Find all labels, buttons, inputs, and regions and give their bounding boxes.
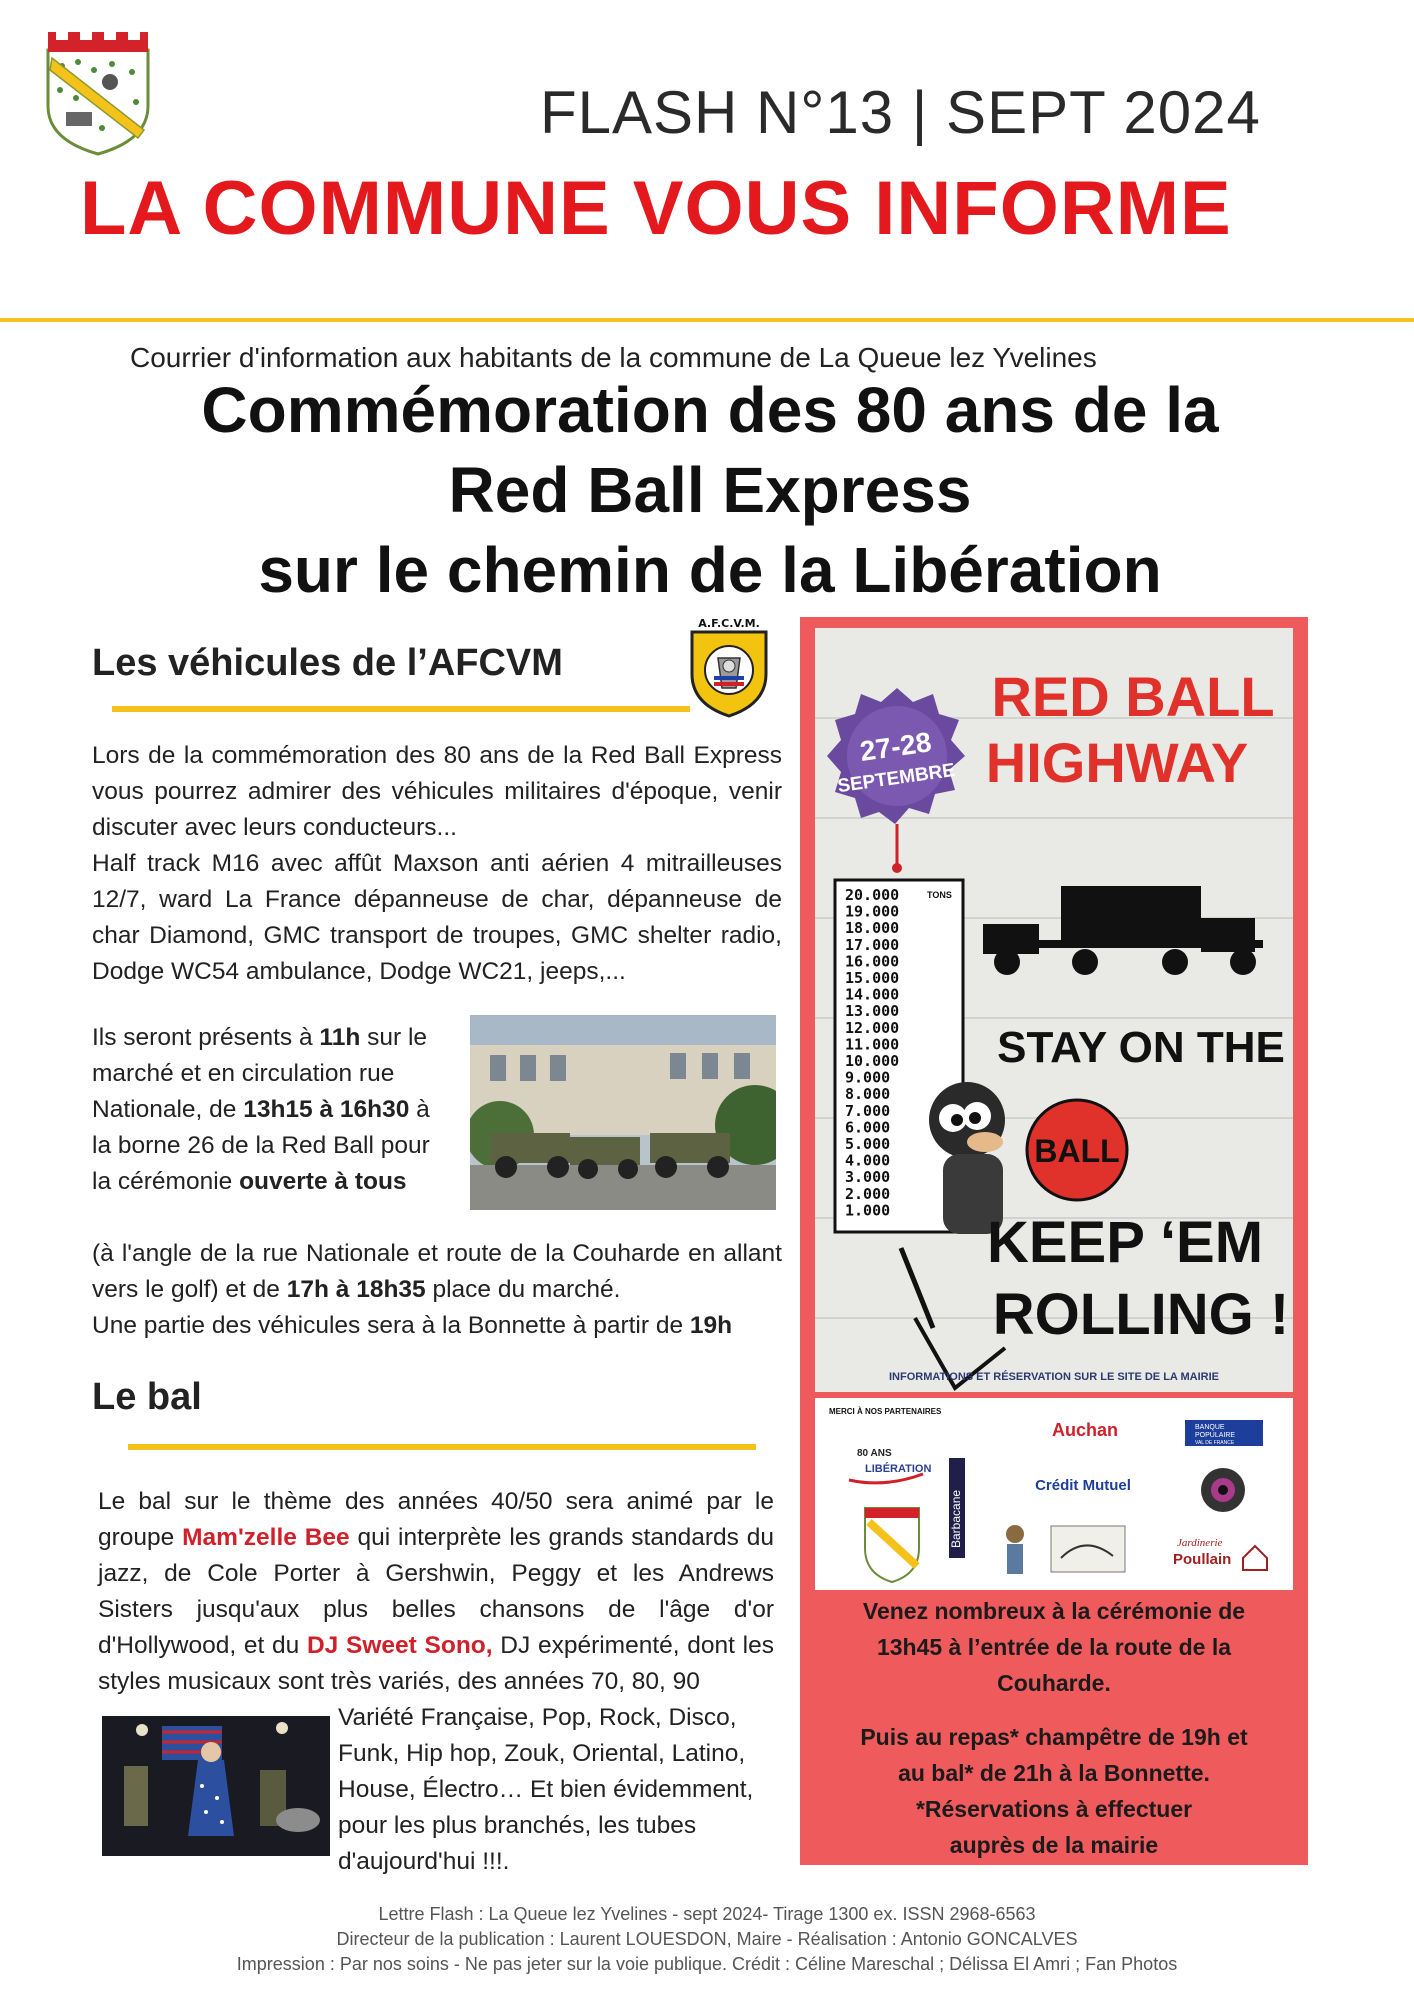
vehicles-photo bbox=[470, 1015, 776, 1210]
footer-line-3: Impression : Par nos soins - Ne pas jeter sur la voie publique. Crédit : Céline Mareschal ; Délissa El Amri ; Fan Photos bbox=[236, 1954, 1178, 1974]
poster-details bbox=[810, 1593, 1298, 1863]
poster-info: INFORMATIONS ET RÉSERVATION SUR LE SITE DE LA MAIRIE bbox=[888, 1371, 1220, 1383]
partners-logos bbox=[815, 1398, 1293, 1590]
text-span: place du marché. bbox=[425, 1276, 621, 1303]
dj-name: DJ Sweet Sono, bbox=[306, 1632, 493, 1659]
footer-line-1: Lettre Flash : La Queue lez Yvelines - sept 2024- Tirage 1300 ex. ISSN 2968-6563 bbox=[378, 1904, 1036, 1924]
tonnage-value: 4.000 bbox=[845, 1151, 891, 1170]
vehicules-schedule-wrap bbox=[92, 1020, 452, 1200]
svg-text:Barbacane: Barbacane bbox=[949, 1489, 963, 1548]
partners-heading: MERCI À NOS PARTENAIRES bbox=[829, 1407, 942, 1416]
time-11h: 11h bbox=[319, 1024, 361, 1051]
coat-of-arms-logo bbox=[42, 28, 154, 156]
bal-paragraph-2: Variété Française, Pop, Rock, Disco, Funk, Hip hop, Zouk, Oriental, Latino, House, Électro… Et bien évidemment, pour les plus branchés, les tubes d'aujourd'hui !!!. bbox=[338, 1704, 754, 1875]
tonnage-value: 15.000 bbox=[845, 969, 900, 987]
reservation-text: *Réservations à effectuer auprès de la mairie bbox=[915, 1796, 1193, 1858]
vehicules-evening bbox=[92, 1308, 792, 1344]
svg-text:Jardinerie: Jardinerie bbox=[1177, 1537, 1223, 1549]
svg-text:A.F.C.V.M.: A.F.C.V.M. bbox=[698, 617, 760, 630]
svg-text:BANQUE: BANQUE bbox=[1195, 1424, 1225, 1431]
poster-stay: STAY ON THE bbox=[997, 1023, 1285, 1072]
afcvm-badge-logo bbox=[688, 614, 770, 718]
cowboy-logo bbox=[1006, 1525, 1024, 1574]
credit-mutuel-logo: Crédit Mutuel bbox=[1035, 1477, 1131, 1494]
band-photo bbox=[102, 1716, 330, 1856]
ceremony-text: Venez nombreux à la cérémonie de 13h45 à l’entrée de la route de la Couharde. bbox=[862, 1598, 1246, 1696]
poster-title-2: HIGHWAY bbox=[985, 731, 1249, 794]
time-19h: 19h bbox=[689, 1312, 733, 1339]
tonnage-value: 14.000 bbox=[845, 985, 900, 1004]
newsletter-subtitle: Courrier d'information aux habitants de la commune de La Queue lez Yvelines bbox=[130, 342, 1097, 373]
vehicules-paragraph-2: Half track M16 avec affût Maxson anti aérien 4 mitrailleuses 12/7, ward La France dépanneuse de char, dépanneuse de char Diamond, GMC transport de troupes, GMC shelter radio, Dodge WC54 ambulance, Dodge WC21, jeeps,... bbox=[92, 850, 782, 985]
vehicules-schedule-rest bbox=[92, 1236, 782, 1308]
headline-line-3: sur le chemin de la Libération bbox=[258, 534, 1162, 606]
section-heading-vehicules: Les véhicules de l’AFCVM bbox=[92, 642, 563, 684]
text-span: qui interprète les grands standards du jazz, de Cole Porter à Gershwin, Peggy et les Andrews Sisters jusqu'aux plus belles chansons de l'âge d'or d'Hollywood, et du bbox=[98, 1524, 774, 1659]
tons-unit: TONS bbox=[927, 890, 952, 900]
commune-crest-logo bbox=[865, 1508, 919, 1582]
footer-line-2: Directeur de la publication : Laurent LOUESDON, Maire - Réalisation : Antonio GONCALVES bbox=[336, 1929, 1078, 1949]
text-span: Le bal sur le thème des années 40/50 sera animé par le groupe bbox=[98, 1488, 774, 1551]
svg-text:VAL DE FRANCE: VAL DE FRANCE bbox=[1195, 1440, 1235, 1446]
svg-text:POPULAIRE: POPULAIRE bbox=[1195, 1432, 1236, 1439]
tonnage-value: 1.000 bbox=[845, 1201, 891, 1220]
text-span: sur le marché et en circulation rue Nationale, de bbox=[92, 1024, 428, 1123]
section-heading-bal: Le bal bbox=[92, 1376, 202, 1418]
band-name: Mam'zelle Bee bbox=[182, 1524, 350, 1551]
time-17h: 17h à 18h35 bbox=[286, 1276, 426, 1303]
footer-credits bbox=[0, 1902, 1414, 1977]
badge-dates: 27-28 bbox=[858, 726, 934, 767]
tonnage-value: 18.000 bbox=[845, 919, 900, 938]
poster-title-1: RED BALL bbox=[991, 665, 1275, 728]
text-span: DJ expérimenté, dont les styles musicaux sont très variés, des années 70, 80, 90 bbox=[98, 1632, 774, 1695]
banque-populaire-logo bbox=[1185, 1420, 1263, 1446]
text-span: (à l'angle de la rue Nationale et route de la Couharde en allant vers le golf) et de bbox=[92, 1240, 782, 1303]
newsletter-title: LA COMMUNE VOUS INFORME bbox=[80, 166, 1232, 251]
tonnage-value: 20.000 bbox=[845, 886, 900, 904]
art-club-logo bbox=[1051, 1526, 1125, 1572]
section-underline bbox=[128, 1444, 756, 1450]
tonnage-value: 12.000 bbox=[845, 1018, 900, 1037]
section-underline bbox=[112, 706, 690, 712]
tonnage-value: 19.000 bbox=[845, 902, 900, 921]
text-span: Ils seront présents à bbox=[92, 1024, 320, 1051]
vehicules-paragraph-1: Lors de la commémoration des 80 ans de la Red Ball Express vous pourrez admirer des véhicules militaires d'époque, venir discuter avec leurs conducteurs... bbox=[92, 742, 782, 841]
tonnage-value: 9.000 bbox=[845, 1068, 891, 1087]
meal-text: Puis au repas* champêtre de 19h et au bal* de 21h à la Bonnette. bbox=[860, 1724, 1248, 1786]
barbacane-logo bbox=[949, 1458, 965, 1558]
header-divider bbox=[0, 318, 1414, 322]
badge-month: SEPTEMBRE bbox=[836, 759, 957, 798]
vehicules-body bbox=[92, 738, 782, 990]
tonnage-value: 2.000 bbox=[845, 1184, 891, 1203]
headline-line-2: Red Ball Express bbox=[448, 454, 972, 526]
time-13h15: 13h15 à 16h30 bbox=[243, 1096, 410, 1123]
tonnage-value: 13.000 bbox=[845, 1002, 900, 1021]
article-headline bbox=[60, 370, 1360, 610]
tonnage-value: 3.000 bbox=[845, 1168, 891, 1187]
flash-issue-label: FLASH N°13 | SEPT 2024 bbox=[540, 79, 1261, 146]
poster-keep: KEEP ‘EM bbox=[986, 1210, 1264, 1275]
tonnage-value: 6.000 bbox=[845, 1118, 891, 1137]
bal-paragraph-1 bbox=[98, 1484, 774, 1700]
tonnage-value: 5.000 bbox=[845, 1135, 891, 1153]
svg-text:Poullain: Poullain bbox=[1173, 1551, 1232, 1568]
text-span: à la borne 26 de la Red Ball pour la cérémonie bbox=[92, 1096, 430, 1195]
text-span: Une partie des véhicules sera à la Bonnette à partir de bbox=[92, 1312, 690, 1339]
tonnage-value: 10.000 bbox=[845, 1052, 900, 1070]
red-ball-highway-poster bbox=[815, 628, 1293, 1392]
poster-rolling: ROLLING ! bbox=[992, 1282, 1290, 1347]
open-to-all: ouverte à tous bbox=[239, 1168, 407, 1195]
auchan-logo: Auchan bbox=[1051, 1420, 1119, 1440]
svg-text:80 ANS: 80 ANS bbox=[857, 1448, 892, 1459]
photo-club-logo bbox=[1201, 1468, 1245, 1512]
tonnage-value: 7.000 bbox=[845, 1101, 891, 1120]
tonnage-value: 17.000 bbox=[845, 935, 900, 954]
tonnage-value: 8.000 bbox=[845, 1085, 891, 1104]
tonnage-value: 11.000 bbox=[845, 1035, 900, 1054]
headline-line-1: Commémoration des 80 ans de la bbox=[201, 374, 1219, 446]
tonnage-value: 16.000 bbox=[845, 952, 900, 971]
poster-ball: BALL bbox=[1034, 1133, 1120, 1169]
svg-text:LIBÉRATION: LIBÉRATION bbox=[865, 1463, 932, 1475]
